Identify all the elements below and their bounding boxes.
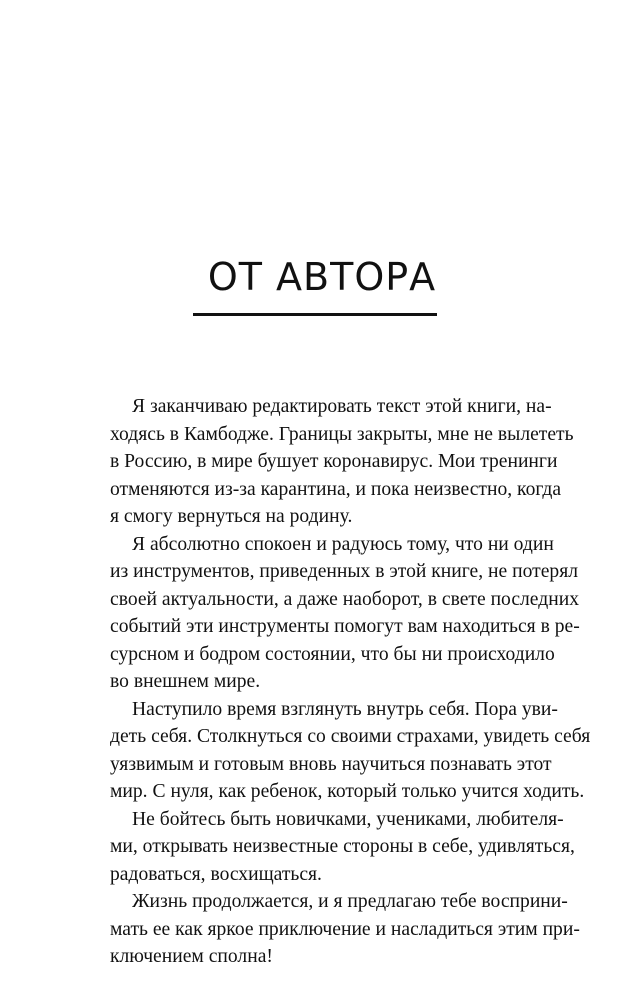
page-title: ОТ АВТОРА [207, 255, 437, 299]
text-line: Жизнь продолжается, и я предлагаю тебе восприни- [132, 891, 568, 912]
paragraph-5 [110, 888, 580, 971]
paragraph-1 [110, 393, 574, 531]
paragraph-2 [110, 531, 580, 696]
text-line: Не бойтесь быть новичками, учениками, любителя- [132, 808, 564, 830]
text-line: ключением сполна! [110, 946, 273, 967]
text-line: радоваться, восхищаться. [110, 863, 322, 885]
text-line: Наступило время взглянуть внутрь себя. Пора уви- [132, 698, 558, 720]
title-underline [193, 313, 437, 316]
text-line: мир. С нуля, как ребенок, который только учится ходить. [110, 781, 585, 802]
text-line: во внешнем мире. [110, 671, 261, 692]
paragraph-4 [110, 806, 575, 889]
text-line: из инструментов, приведенных в этой книге, не потерял [110, 561, 579, 582]
text-line: деть себя. Столкнуться со своими страхами, увидеть себя [110, 726, 591, 747]
text-line: своей актуальности, а даже наоборот, в свете последних [110, 588, 579, 610]
text-line: ходясь в Камбодже. Границы закрыты, мне не вылететь [110, 423, 574, 445]
text-line: Я заканчиваю редактировать текст этой книги, на- [132, 396, 552, 417]
text-line: Я абсолютно спокоен и радуюсь тому, что ни один [132, 533, 554, 555]
text-line: отменяются из-за карантина, и пока неизвестно, когда [110, 478, 562, 500]
body-text [110, 393, 591, 971]
text-line: в Россию, в мире бушует коронавирус. Мои тренинги [110, 451, 558, 472]
text-line: событий эти инструменты помогут вам находиться в ре- [110, 616, 580, 637]
text-line: ми, открывать неизвестные стороны в себе, удивляться, [110, 836, 575, 857]
paragraph-3 [110, 696, 591, 806]
text-line: сурсном и бодром состоянии, что бы ни происходило [110, 643, 555, 665]
text-line: уязвимым и готовым вновь научиться познавать этот [110, 753, 552, 775]
text-line: я смогу вернуться на родину. [110, 506, 353, 527]
text-line: мать ее как яркое приключение и насладиться этим при- [110, 918, 580, 940]
